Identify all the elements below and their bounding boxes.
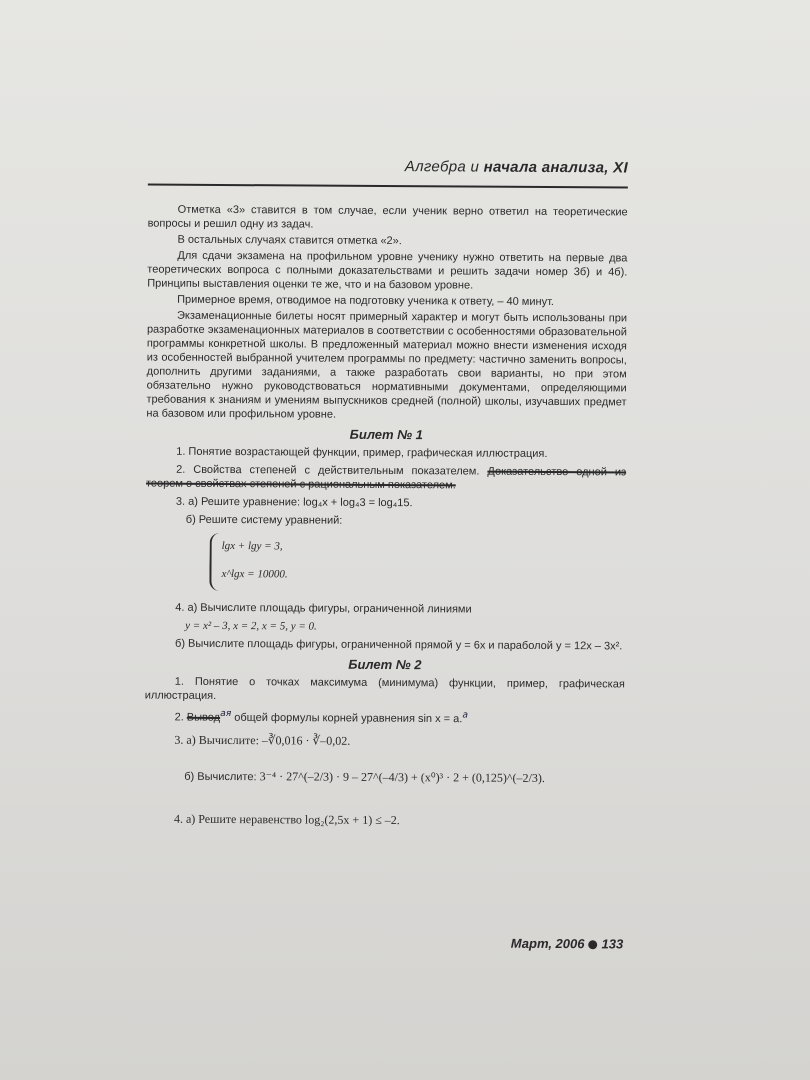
paragraph-profile-level: Для сдачи экзамена на профильном уровне ученику нужно ответить на первые два теоретических вопроса с полными доказательствами и решить задачи номер 3б) и 4б). Принципы выставления оценки те же, что и на базовом уровне. <box>147 249 628 292</box>
bullet-icon <box>588 940 597 949</box>
ticket-2-question-2: 2. Вывод$^{ая}$ общей формулы корней уравнения sin x = a.$^а$ <box>174 707 469 726</box>
system-equation-2: x^lgx = 10000. <box>221 567 288 581</box>
paragraph-time: Примерное время, отводимое на подготовку ученика к ответу, – 40 минут. <box>177 293 555 309</box>
paragraph-grade-2: В остальных случаях ставится отметка «2». <box>177 233 402 248</box>
ticket-2-question-4a: 4. а) Решите неравенство log₂(2,5x + 1) ≤ –2. <box>173 811 400 827</box>
struck-text: Вывод <box>186 711 221 724</box>
ticket-1-question-3a: 3. а) Решите уравнение: log₄x + log₄3 = log₄15. <box>175 495 413 510</box>
ticket-1-question-2: 2. Свойства степеней с действительным показателем. Доказательство одной из теорем о свойствах степеней с рациональным показателем. <box>145 463 627 492</box>
handwritten-correction: ая <box>220 707 232 720</box>
ticket-2-title: Билет № 2 <box>348 656 422 673</box>
system-equation-1: lgx + lgy = 3, <box>221 539 283 553</box>
page-number: 133 <box>601 936 624 952</box>
handwritten-correction: а <box>462 709 469 721</box>
ticket-2-question-3a: 3. а) Вычислите: –∛0,016 · ∛–0,02. <box>174 732 351 748</box>
ticket-1-title: Билет № 1 <box>349 426 423 443</box>
page-body <box>144 203 628 833</box>
ticket-2-question-3b: б) Вычислите: 3⁻⁴ · 27^(–2/3) · 9 – 27^(–4/3) + (x⁰)³ · 2 + (0,125)^(–2/3). <box>184 768 545 785</box>
ticket-1-question-4b: б) Вычислите площадь фигуры, ограниченной прямой y = 6x и параболой y = 12x – 3x². <box>175 637 623 653</box>
running-head: Алгебра и начала анализа, XI <box>404 158 629 177</box>
ticket-1-question-4a-lines: y = x² – 3, x = 2, x = 5, y = 0. <box>185 619 317 633</box>
textbook-page <box>143 159 628 962</box>
ticket-1-question-3b: б) Решите систему уравнений: <box>185 513 343 527</box>
ticket-2-question-1: 1. Понятие о точках максимума (минимума) функции, пример, графическая иллюстрация. <box>144 675 625 702</box>
ticket-1-question-1: 1. Понятие возрастающей функции, пример, графическая иллюстрация. <box>176 445 548 460</box>
header-rule <box>148 184 628 189</box>
struck-text: Доказательство одной из теорем о свойствах степеней с рациональным показателем. <box>145 465 627 492</box>
page-footer: Март, 2006 133 <box>510 935 624 952</box>
expression: 3⁻⁴ · 27^(–2/3) · 9 – 27^(–4/3) + (x⁰)³ · 2 + (0,125)^(–2/3). <box>259 768 545 785</box>
ticket-1-question-4a: 4. а) Вычислите площадь фигуры, ограниченной линиями <box>175 601 472 616</box>
paragraph-tickets-note: Экзаменационные билеты носят примерный характер и могут быть использованы при разработке экзаменационных материалов в соответствии с особенностями образовательной программы конкретной школы. В предложенный материал можно внести изменения исходя из особенностей выбранной учителем программы по предмету: частично заменить вопросы, дополнить другими заданиями, а также разработать свои варианты, но при этом обязательно нужно руководствоваться нормативными документами, определяющими требования к знаниям и умениям выпускников средней (полной) школы, изучавших предмет на базовом или профильном уровне. <box>146 309 628 421</box>
equation-system <box>209 533 625 594</box>
paragraph-grade-3: Отметка «3» ставится в том случае, если ученик верно ответил на теоретические вопросы и решил одну из задач. <box>147 203 628 231</box>
